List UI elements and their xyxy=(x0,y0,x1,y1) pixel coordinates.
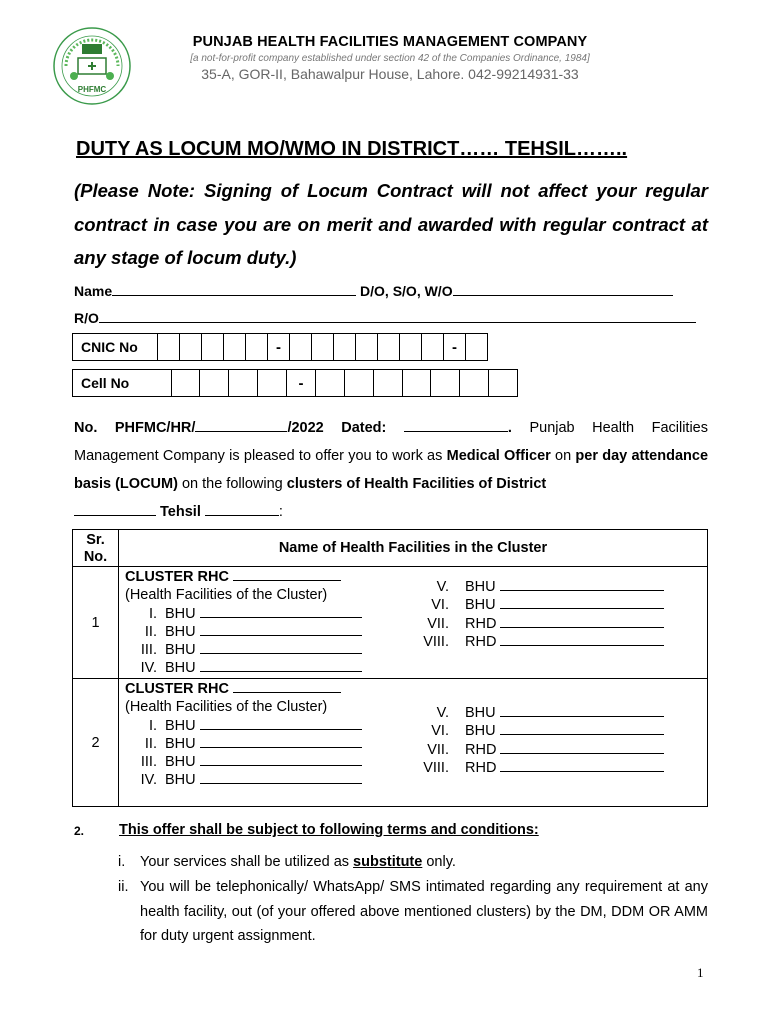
cell-row xyxy=(72,369,518,397)
name-field[interactable] xyxy=(112,283,356,296)
cnic-label: CNIC No xyxy=(81,339,138,355)
cell-box[interactable] xyxy=(459,370,488,396)
facility-field[interactable] xyxy=(500,615,664,628)
offer-text-3: on the following xyxy=(177,476,287,492)
ro-label: R/O xyxy=(74,310,99,326)
cell-box[interactable] xyxy=(488,370,517,396)
cell-box[interactable] xyxy=(344,370,373,396)
cell-box[interactable] xyxy=(171,370,200,396)
cnic-box[interactable] xyxy=(157,334,179,360)
term-num: i. xyxy=(118,854,126,870)
facility-type: BHU xyxy=(465,705,496,721)
term-bold: substitute xyxy=(353,854,423,870)
cnic-separator: - xyxy=(267,334,289,360)
item-num: II. xyxy=(144,623,157,640)
facility-type: RHD xyxy=(465,741,497,758)
facility-type: BHU xyxy=(165,605,196,622)
item-num: III. xyxy=(140,754,157,771)
item-num: VIII. xyxy=(423,759,449,776)
cnic-row xyxy=(72,333,488,361)
phfmc-logo xyxy=(52,26,132,106)
cluster-label: CLUSTER RHC xyxy=(125,569,229,585)
item-num: I. xyxy=(148,605,157,622)
offer-position: Medical Officer xyxy=(446,448,551,464)
ro-line xyxy=(74,310,696,326)
offer-text-2: on xyxy=(550,448,576,464)
cluster-rhc-field[interactable] xyxy=(233,680,341,693)
cnic-box[interactable] xyxy=(465,334,487,360)
item-num: III. xyxy=(140,642,157,659)
cnic-box[interactable] xyxy=(201,334,223,360)
facility-field[interactable] xyxy=(500,759,664,772)
tehsil-field[interactable] xyxy=(205,503,279,516)
facility-field[interactable] xyxy=(500,704,664,717)
facility-type: RHD xyxy=(465,615,497,632)
ref-dot: . xyxy=(507,420,512,436)
relation-field[interactable] xyxy=(453,283,673,296)
name-line xyxy=(74,283,673,299)
cnic-box[interactable] xyxy=(377,334,399,360)
item-num: VI. xyxy=(431,597,449,614)
cnic-box[interactable] xyxy=(355,334,377,360)
facility-type: BHU xyxy=(165,642,196,659)
org-name: PUNJAB HEALTH FACILITIES MANAGEMENT COMPANY xyxy=(192,34,588,50)
section-heading: This offer shall be subject to following terms and conditions: xyxy=(119,822,539,838)
sr-number: 1 xyxy=(73,567,119,679)
item-num: I. xyxy=(148,717,157,734)
item-num: V. xyxy=(436,579,449,595)
cluster-subtitle: (Health Facilities of the Cluster) xyxy=(125,587,328,604)
term-item xyxy=(118,875,708,949)
contract-note: (Please Note: Signing of Locum Contract will not affect your regular contract in case you are on merit and awarded with regular contract at any stage of locum duty.) xyxy=(74,180,708,268)
cell-label: Cell No xyxy=(81,375,130,391)
item-num: V. xyxy=(436,705,449,721)
cell-box[interactable] xyxy=(228,370,257,396)
cluster-table xyxy=(72,529,708,807)
document-title: DUTY AS LOCUM MO/WMO IN DISTRICT…… TEHSIL…….. xyxy=(76,138,628,160)
sr-header: Sr. No. xyxy=(73,530,119,567)
facility-field[interactable] xyxy=(500,578,664,591)
offer-clusters: clusters of Health Facilities of District xyxy=(286,476,547,492)
facility-field[interactable] xyxy=(200,753,362,766)
facility-field[interactable] xyxy=(200,735,362,748)
cnic-box[interactable] xyxy=(421,334,443,360)
ro-field[interactable] xyxy=(99,310,696,323)
cell-box[interactable] xyxy=(315,370,344,396)
facility-field[interactable] xyxy=(500,633,664,646)
facility-field[interactable] xyxy=(500,596,664,609)
facility-type: BHU xyxy=(165,735,196,752)
cell-separator: - xyxy=(286,370,315,396)
name-label: Name xyxy=(74,283,113,299)
cnic-box[interactable] xyxy=(245,334,267,360)
item-num: VI. xyxy=(431,723,449,740)
facility-field[interactable] xyxy=(200,717,362,730)
cnic-box[interactable] xyxy=(289,334,311,360)
ref-suffix: /2022 Dated: xyxy=(287,420,387,436)
cell-box[interactable] xyxy=(373,370,402,396)
org-subtitle: [a not-for-profit company established under section 42 of the Companies Ordinance, 1984] xyxy=(190,53,590,64)
facility-field[interactable] xyxy=(200,623,362,636)
cell-box[interactable] xyxy=(402,370,431,396)
term-item xyxy=(118,850,708,875)
tehsil-label: Tehsil xyxy=(156,504,205,520)
facility-type: BHU xyxy=(165,623,196,640)
ref-number-field[interactable] xyxy=(195,419,287,432)
page-number: 1 xyxy=(697,965,704,980)
cnic-box[interactable] xyxy=(223,334,245,360)
sr-number: 2 xyxy=(73,679,119,807)
facility-type: BHU xyxy=(465,597,496,614)
cell-box[interactable] xyxy=(430,370,459,396)
facility-field[interactable] xyxy=(500,722,664,735)
date-field[interactable] xyxy=(404,419,508,432)
cnic-box[interactable] xyxy=(399,334,421,360)
facility-type: RHD xyxy=(465,759,497,776)
relation-label: D/O, S/O, W/O xyxy=(360,283,453,299)
cluster-rhc-field[interactable] xyxy=(233,568,341,581)
term-text: You will be telephonically/ WhatsApp/ SMS intimated regarding any requirement at any health facility, out (of your offered above mentioned clusters) by the DM, DDM OR AMM for duty urgent assignment. xyxy=(140,879,708,944)
term-text-end: only. xyxy=(422,854,456,870)
term-text: Your services shall be utilized as xyxy=(140,854,354,870)
facility-field[interactable] xyxy=(200,771,362,784)
cnic-box[interactable] xyxy=(333,334,355,360)
section-number: 2. xyxy=(74,824,85,838)
item-num: VIII. xyxy=(423,633,449,650)
cluster-label: CLUSTER RHC xyxy=(125,681,229,697)
facility-type: BHU xyxy=(465,723,496,740)
logo-text: PHFMC xyxy=(77,85,107,94)
ref-prefix: No. PHFMC/HR/ xyxy=(74,420,196,436)
facility-field[interactable] xyxy=(200,641,362,654)
cell-box[interactable] xyxy=(199,370,228,396)
tehsil-colon: : xyxy=(278,504,283,520)
term-num: ii. xyxy=(118,879,129,895)
facility-field[interactable] xyxy=(200,605,362,618)
item-num: II. xyxy=(144,735,157,752)
facility-type: BHU xyxy=(165,772,196,789)
facility-type: RHD xyxy=(465,633,497,650)
cnic-box[interactable] xyxy=(311,334,333,360)
district-field[interactable] xyxy=(74,503,156,516)
table-row xyxy=(73,567,708,679)
cnic-box[interactable] xyxy=(179,334,201,360)
item-num: VII. xyxy=(427,615,449,632)
item-num: IV. xyxy=(140,772,157,789)
cnic-separator: - xyxy=(443,334,465,360)
facility-type: BHU xyxy=(165,754,196,771)
org-address: 35-A, GOR-II, Bahawalpur House, Lahore. 042-99214931-33 xyxy=(201,66,579,82)
facility-field[interactable] xyxy=(200,659,362,672)
offer-basis: per day attendance basis (LOCUM) xyxy=(74,448,709,492)
facility-field[interactable] xyxy=(500,741,664,754)
item-num: IV. xyxy=(140,660,157,677)
facility-type: BHU xyxy=(165,660,196,677)
facility-type: BHU xyxy=(465,579,496,595)
offer-paragraph xyxy=(74,414,708,526)
facility-type: BHU xyxy=(165,717,196,734)
cell-box[interactable] xyxy=(257,370,286,396)
cluster-subtitle: (Health Facilities of the Cluster) xyxy=(125,699,328,716)
item-num: VII. xyxy=(427,741,449,758)
offer-text-1: Punjab Health Facilities Management Company is pleased to offer you to work as xyxy=(74,420,708,464)
facilities-header: Name of Health Facilities in the Cluster xyxy=(119,530,708,567)
table-row xyxy=(73,679,708,807)
